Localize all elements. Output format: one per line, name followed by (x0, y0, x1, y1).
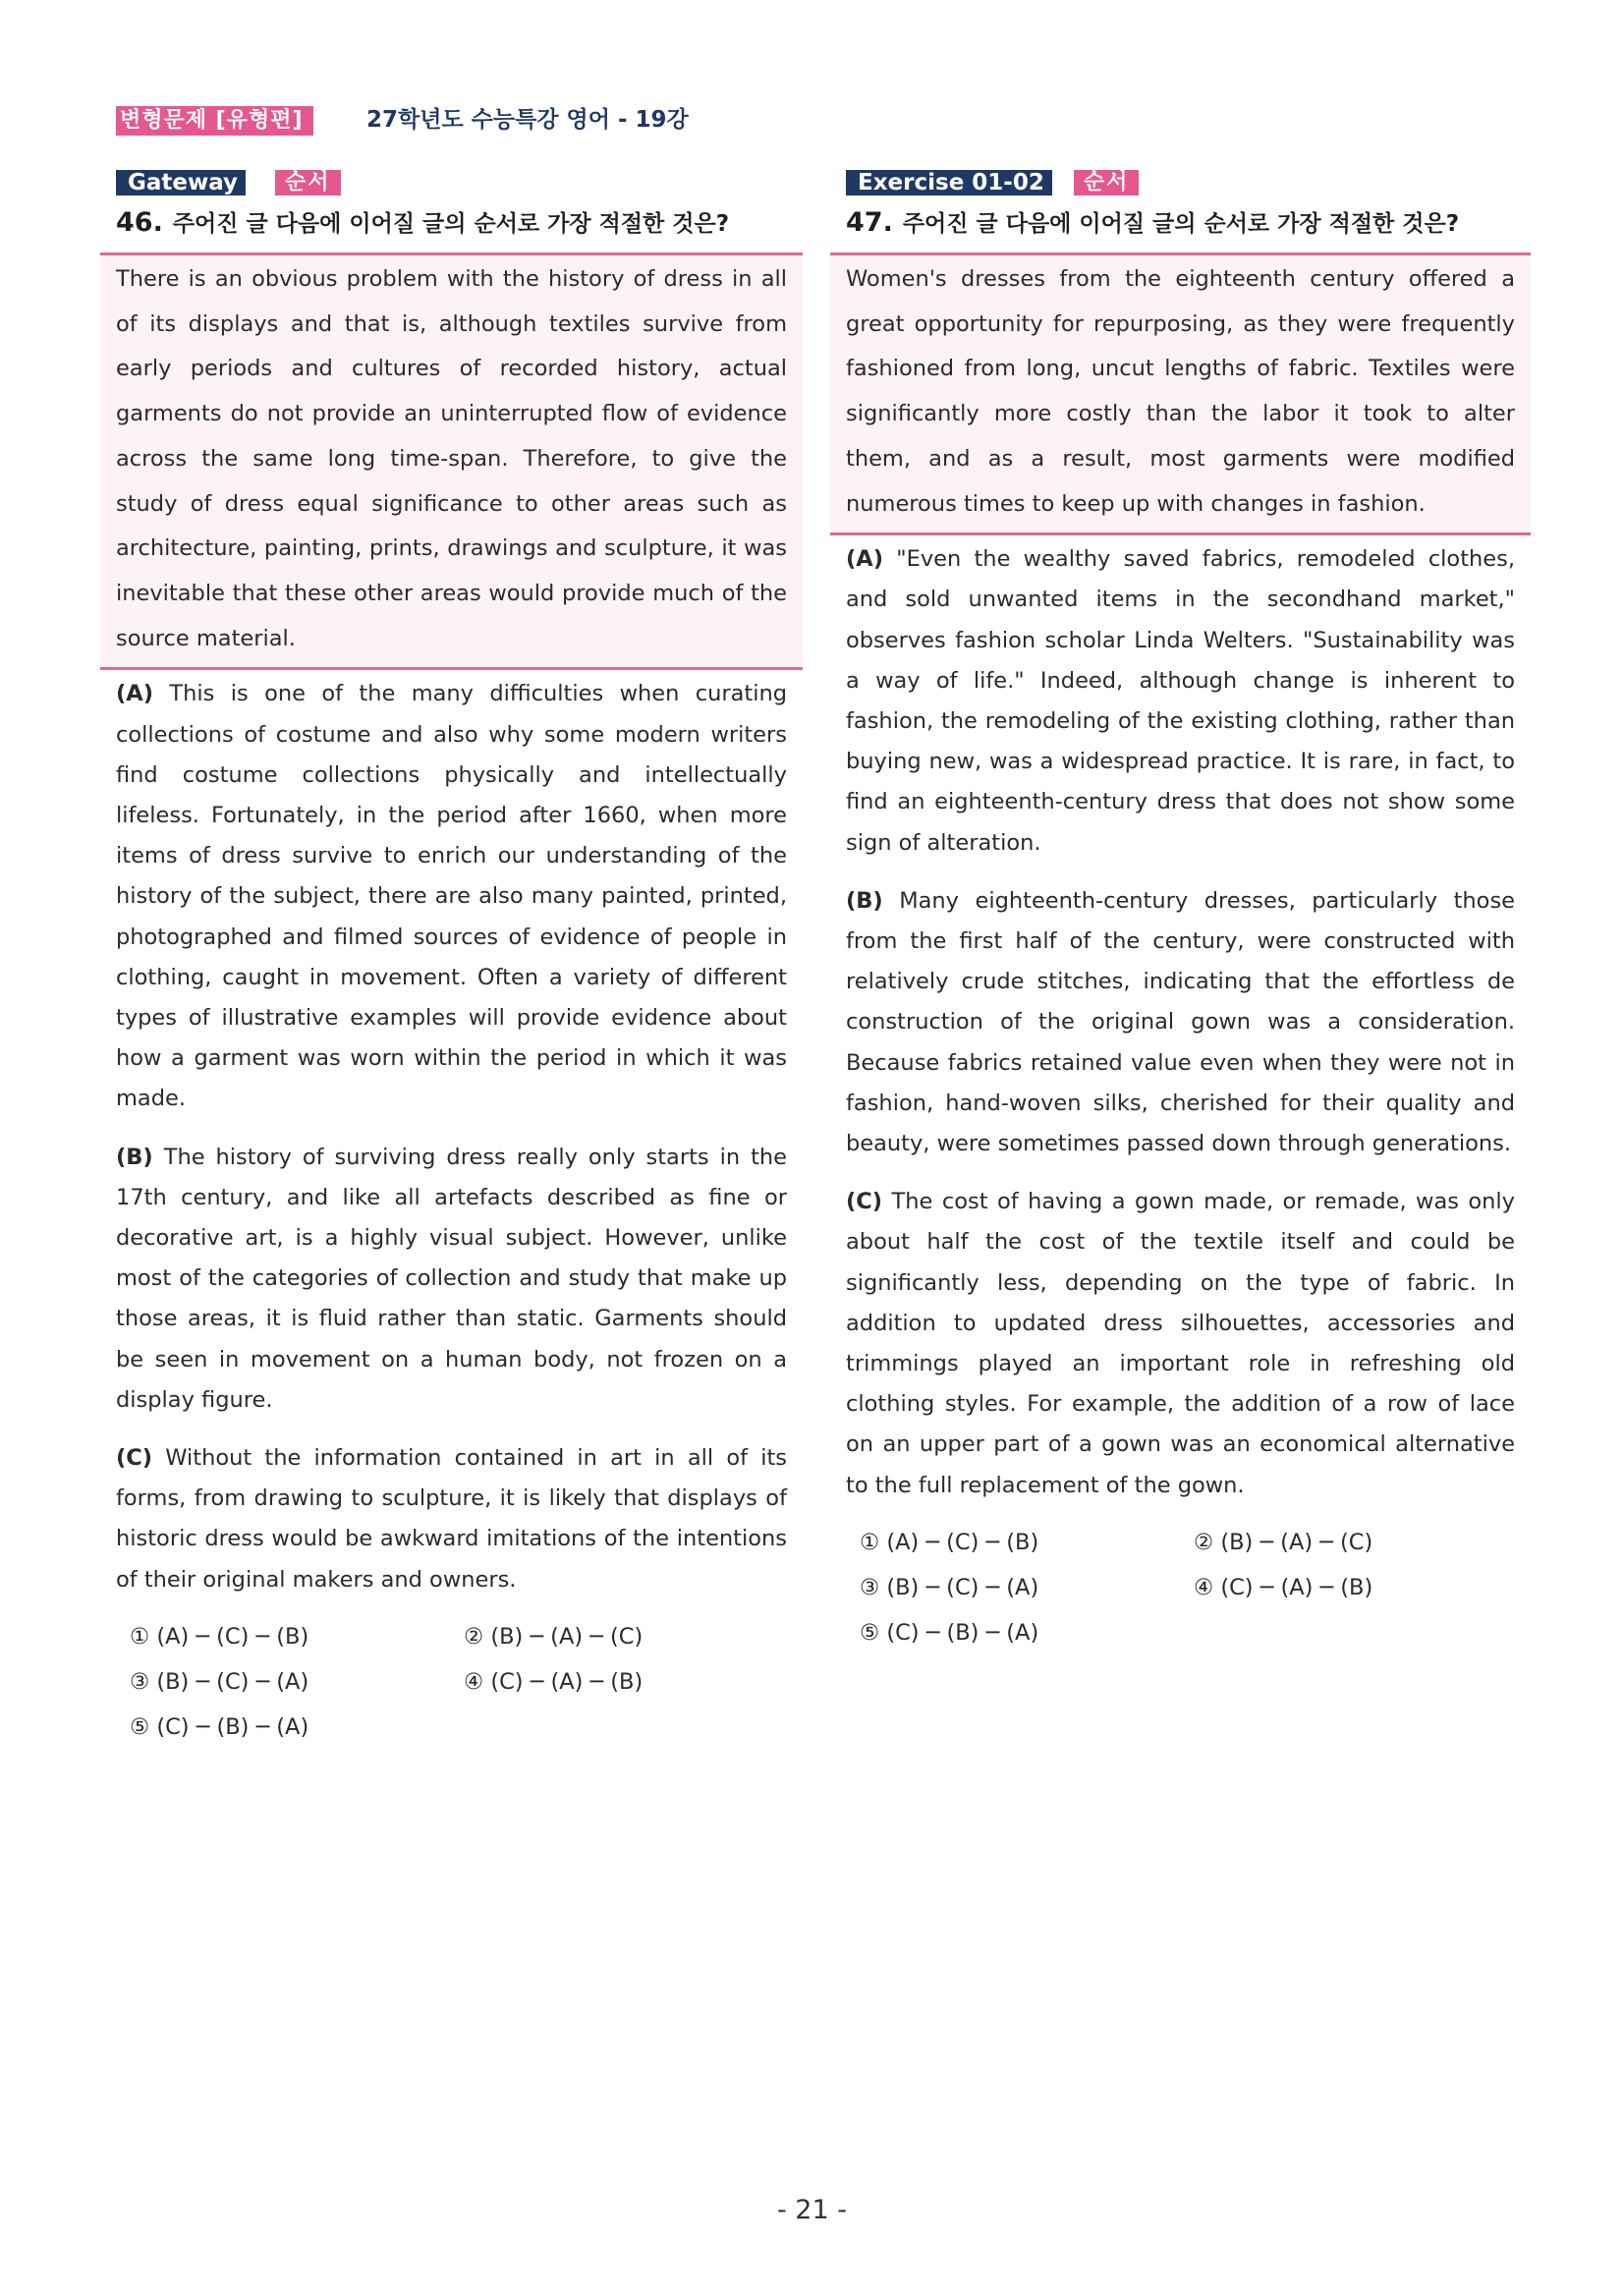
paragraph-text: This is one of the many difficulties when curating collections of costume and also why some modern writers find costume collections physically and intellectually lifeless. Fortunately, in the period after 1660, when more items of dress survive to enrich our understanding of the history of the subject, there are also many painted, printed, photographed and filmed sources of evidence of people in clothing, caught in movement. Often a variety of different types of illustrative examples will provide evidence about how a garment was worn within the period in which it was made. (116, 681, 787, 1112)
question-text: 주어진 글 다음에 이어질 글의 순서로 가장 적절한 것은? (172, 211, 730, 237)
tag-row (830, 169, 1531, 196)
choice-3[interactable]: ③ (B) ─ (C) ─ (A) (130, 1668, 309, 1695)
choice-4[interactable]: ④ (C) ─ (A) ─ (B) (1194, 1574, 1373, 1600)
choice-3[interactable]: ③ (B) ─ (C) ─ (A) (860, 1574, 1039, 1600)
choice-5[interactable]: ⑤ (C) ─ (B) ─ (A) (860, 1619, 1039, 1646)
page-number: - 21 - (776, 2195, 847, 2225)
choice-2[interactable]: ② (B) ─ (A) ─ (C) (464, 1623, 644, 1650)
choice-4[interactable]: ④ (C) ─ (A) ─ (B) (464, 1668, 644, 1695)
type-tag: 순서 (275, 170, 341, 196)
paragraph-label: (B) (846, 887, 883, 914)
tag-row (100, 169, 803, 196)
paragraph-text: Many eighteenth-century dresses, particularly those from the first half of the century, were constructed with relatively crude stitches, indicating that the effortless de construction of the original gown was a consideration. Because fabrics retained value even when they were not in fashion, hand-woven silks, cherished for their quality and beauty, were sometimes passed down through generations. (846, 887, 1516, 1157)
question-number: 46. (116, 207, 163, 238)
passage-text: Women's dresses from the eighteenth century offered a great opportunity for repurposing, as they were frequently fashioned from long, uncut lengths of fabric. Textiles were significantly more costly than the labor it took to alter them, and as a result, most garments were modified numerous times to keep up with changes in fashion. (846, 266, 1515, 517)
source-tag: Exercise 01-02 (846, 170, 1052, 196)
answer-choices (100, 1614, 803, 1750)
given-passage (100, 252, 803, 670)
paragraph-c (830, 1182, 1531, 1506)
choice-1[interactable]: ① (A) ─ (C) ─ (B) (130, 1623, 309, 1650)
paragraph-label: (A) (116, 681, 153, 707)
paragraph-label: (C) (116, 1444, 153, 1471)
paragraph-a (830, 539, 1531, 864)
type-tag: 순서 (1074, 170, 1140, 196)
question-46 (100, 169, 803, 1750)
answer-choices (830, 1520, 1531, 1655)
choice-5[interactable]: ⑤ (C) ─ (B) ─ (A) (130, 1713, 309, 1740)
paragraph-label: (B) (116, 1144, 153, 1170)
page-title: 27학년도 수능특강 영어 - 19강 (366, 107, 689, 133)
question-number: 47. (846, 207, 893, 238)
source-tag: Gateway (116, 170, 246, 196)
paragraph-c (100, 1438, 803, 1600)
paragraph-text: The cost of having a gown made, or remade, was only about half the cost of the textile itself and could be significantly less, depending on the type of fabric. In addition to updated dress silhouettes, accessories and trimmings played an important role in refreshing old clothing styles. For example, the addition of a row of lace on an upper part of a gown was an economical alternative to the full replacement of the gown. (846, 1189, 1515, 1498)
paragraph-b (100, 1138, 803, 1421)
paragraph-text: "Even the wealthy saved fabrics, remodeled clothes, and sold unwanted items in the secondhand market," observes fashion scholar Linda Welters. "Sustainability was a way of life." Indeed, although change is inherent to fashion, the remodeling of the existing clothing, rather than buying new, was a widespread practice. It is rare, in fact, to find an eighteenth-century dress that does not show some sign of alteration. (846, 546, 1516, 856)
section-badge: 변형문제 [유형편] (116, 106, 313, 136)
question-stem (830, 206, 1531, 241)
paragraph-b (830, 881, 1531, 1164)
paragraph-a (100, 674, 803, 1119)
paragraph-label: (A) (846, 546, 883, 573)
question-stem (100, 206, 803, 241)
paragraph-text: Without the information contained in art in all of its forms, from drawing to sculpture, it is likely that displays of historic dress would be awkward imitations of the intentions of their original makers and owners. (116, 1444, 788, 1593)
choice-2[interactable]: ② (B) ─ (A) ─ (C) (1194, 1529, 1373, 1555)
passage-text: There is an obvious problem with the history of dress in all of its displays and that is, although textiles survive from early periods and cultures of recorded history, actual garments do not provide an uninterrupted flow of evidence across the same long time-span. Therefore, to give the study of dress equal significance to other areas such as architecture, painting, prints, drawings and sculpture, it was inevitable that these other areas would provide much of the source material. (116, 266, 787, 651)
given-passage (830, 252, 1531, 535)
question-text: 주어진 글 다음에 이어질 글의 순서로 가장 적절한 것은? (902, 211, 1460, 237)
question-47 (830, 169, 1531, 1655)
choice-1[interactable]: ① (A) ─ (C) ─ (B) (860, 1529, 1039, 1555)
paragraph-text: The history of surviving dress really only starts in the 17th century, and like all artefacts described as fine or decorative art, is a highly visual subject. However, unlike most of the categories of collection and study that make up those areas, it is fluid rather than static. Garments should be seen in movement on a human body, not frozen on a display figure. (116, 1144, 788, 1413)
paragraph-label: (C) (846, 1189, 883, 1215)
